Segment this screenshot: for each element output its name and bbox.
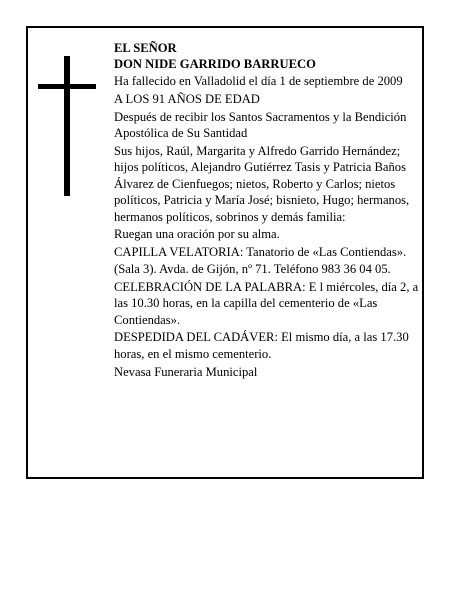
cross-horizontal-bar (38, 84, 96, 89)
cross-vertical-bar (64, 56, 70, 196)
title-line-1: EL SEÑOR (114, 41, 177, 55)
family-list: Sus hijos, Raúl, Margarita y Alfredo Garrido Hernández; hijos políticos, Alejandro Gutiérrez Tasis y Patricia Baños Álvarez de Cienfuegos; nietos, Roberto y Carlos; nietos políticos, Patricia y María José; bisnieto, Hugo; hermanos, hermanos políticos, sobrinos y demás familia: (114, 143, 410, 224)
age-line: A LOS 91 AÑOS DE EDAD (114, 91, 260, 106)
sacraments-line: Después de recibir los Santos Sacramentos y la Bendición Apostólica de Su Santidad (114, 109, 407, 141)
prayer-request: Ruegan una oración por su alma. (114, 227, 280, 242)
farewell-info: DESPEDIDA DEL CADÁVER: El mismo día, a las 17.30 horas, en el mismo cementerio. (114, 330, 409, 361)
obituary-text (114, 40, 420, 382)
funeral-home: Nevasa Funeraria Municipal (114, 364, 258, 379)
deceased-name: DON NIDE GARRIDO BARRUECO (114, 57, 316, 72)
latin-cross-icon (38, 56, 96, 196)
celebration-info: CELEBRACIÓN DE LA PALABRA: E l miércoles, día 2, a las 10.30 horas, en la capilla del cementerio de «Las Contiendas». (114, 279, 419, 327)
death-announcement: Ha fallecido en Valladolid el día 1 de septiembre de 2009 (114, 73, 403, 88)
chapel-info: CAPILLA VELATORIA: Tanatorio de «Las Contiendas». (Sala 3). Avda. de Gijón, nº 71. Teléfono 983 36 04 05. (114, 245, 407, 276)
